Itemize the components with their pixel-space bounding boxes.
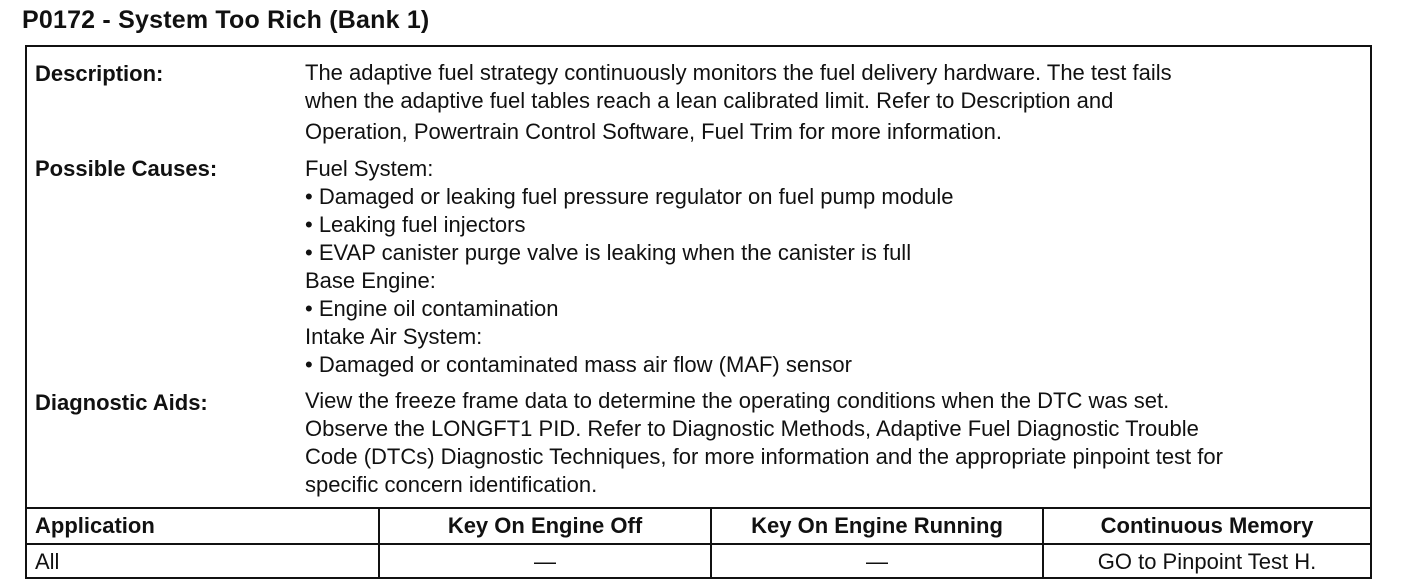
header-key-on-engine-running: Key On Engine Running xyxy=(751,513,1003,538)
header-continuous-memory: Continuous Memory xyxy=(1100,513,1314,538)
possible-causes-label: Possible Causes: xyxy=(35,156,218,181)
page-title: P0172 - System Too Rich (Bank 1) xyxy=(22,6,430,34)
cell-continuous-memory: GO to Pinpoint Test H. xyxy=(1097,549,1317,574)
cell-application: All xyxy=(35,549,60,574)
diagnostic-aids-label: Diagnostic Aids: xyxy=(35,390,208,415)
diagnostic-aids-line: View the freeze frame data to determine the operating conditions when the DTC was set. xyxy=(305,388,1170,413)
description-label: Description: xyxy=(35,61,164,86)
header-key-on-engine-off: Key On Engine Off xyxy=(447,513,643,538)
cause-item: • Engine oil contamination xyxy=(305,296,559,321)
cause-item: • Damaged or contaminated mass air flow (MAF) sensor xyxy=(305,352,852,377)
dtc-info-box xyxy=(25,45,1372,579)
cause-group-heading: Fuel System: xyxy=(305,156,434,181)
cause-group-heading: Base Engine: xyxy=(305,268,436,293)
description-line: The adaptive fuel strategy continuously monitors the fuel delivery hardware. The test fails xyxy=(305,60,1172,85)
cell-koer: — xyxy=(866,549,888,574)
application-table xyxy=(27,507,1370,579)
cause-group-heading: Intake Air System: xyxy=(305,324,483,349)
cause-item: • Damaged or leaking fuel pressure regulator on fuel pump module xyxy=(305,184,954,209)
diagnostic-aids-text xyxy=(305,387,1364,499)
description-line: Operation, Powertrain Control Software, Fuel Trim for more information. xyxy=(305,119,1002,144)
description-text xyxy=(305,59,1364,146)
diagnostic-aids-line: Observe the LONGFT1 PID. Refer to Diagnostic Methods, Adaptive Fuel Diagnostic Trouble xyxy=(305,416,1199,441)
diagnostic-aids-line: specific concern identification. xyxy=(305,472,598,497)
description-line: when the adaptive fuel tables reach a lean calibrated limit. Refer to Description and xyxy=(305,88,1114,113)
header-application: Application xyxy=(35,513,155,538)
cell-koeo: — xyxy=(534,549,556,574)
cause-item: • Leaking fuel injectors xyxy=(305,212,526,237)
possible-causes-list xyxy=(305,155,1364,379)
cause-item: • EVAP canister purge valve is leaking when the canister is full xyxy=(305,240,912,265)
diagnostic-aids-line: Code (DTCs) Diagnostic Techniques, for more information and the appropriate pinpoint test for xyxy=(305,444,1223,469)
